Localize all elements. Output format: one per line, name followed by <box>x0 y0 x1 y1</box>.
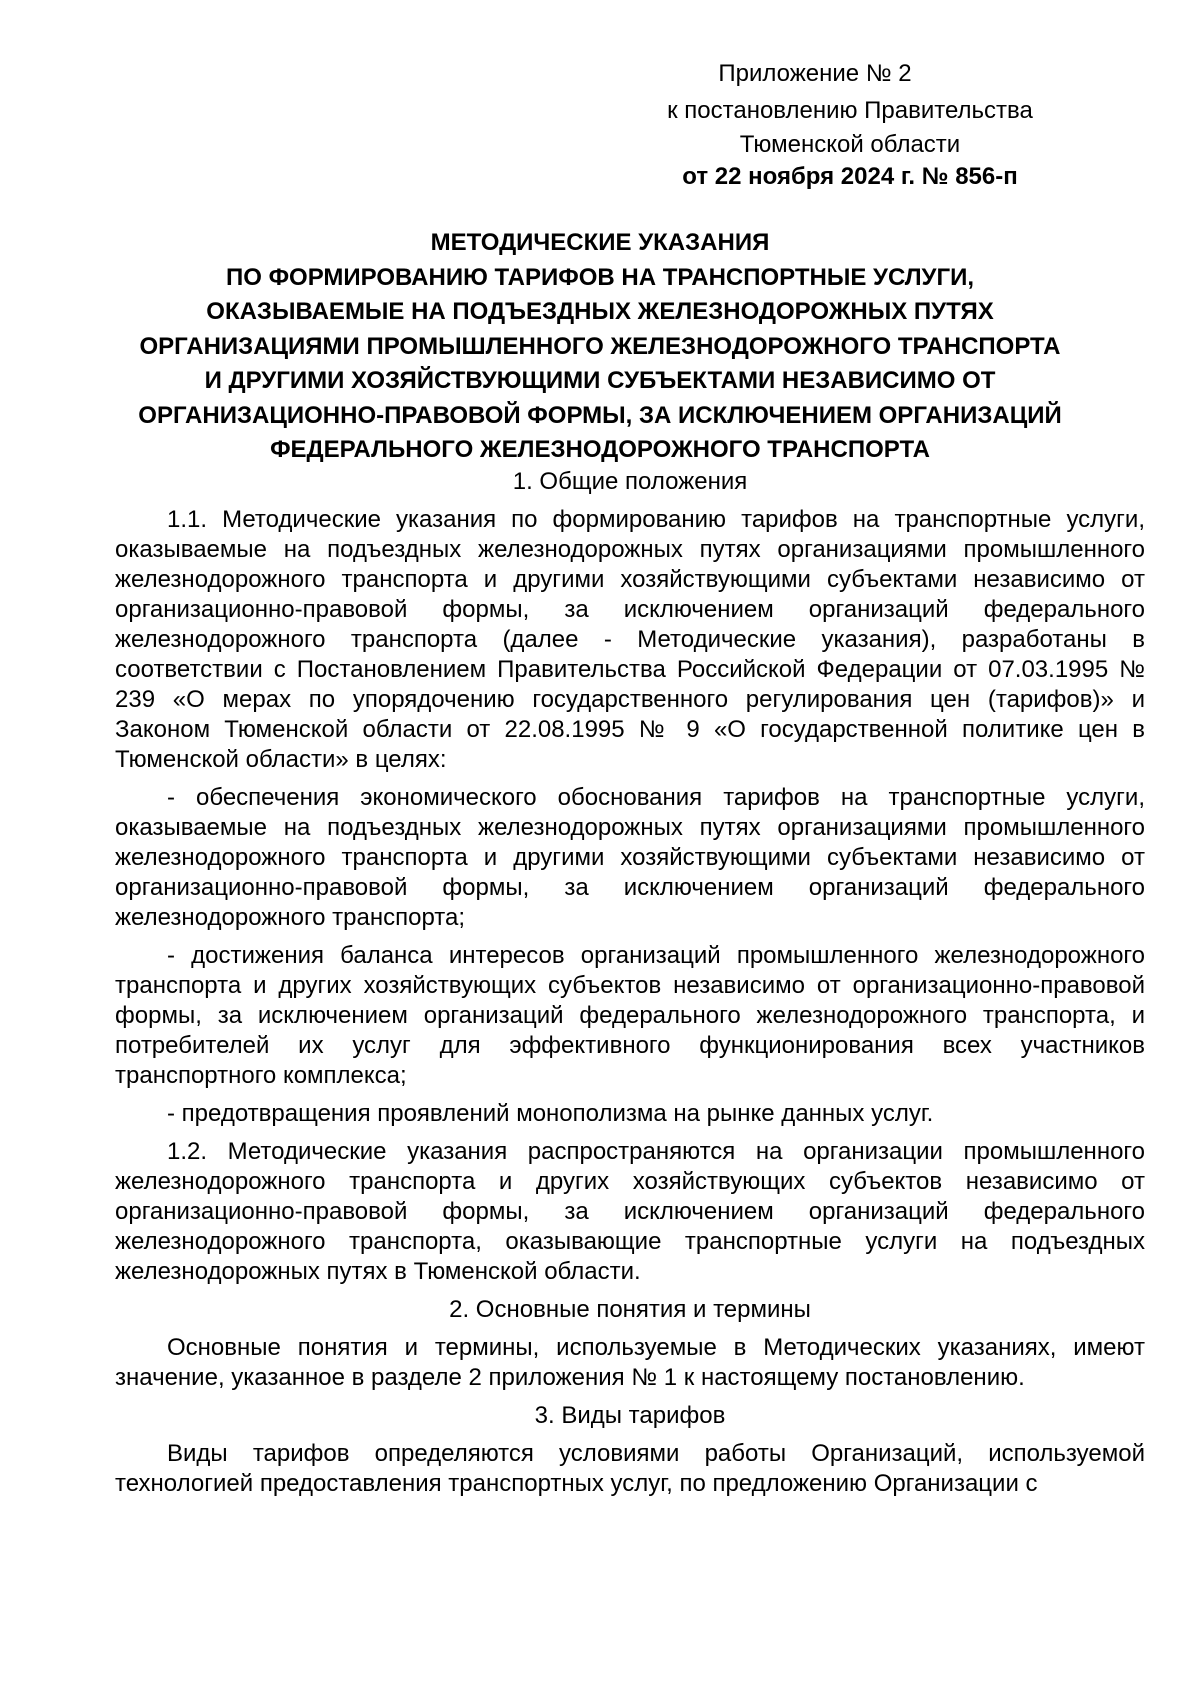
section-heading-general: 1. Общие положения <box>512 468 748 495</box>
title-line: МЕТОДИЧЕСКИЕ УКАЗАНИЯ <box>430 229 770 256</box>
appendix-date: от 22 ноября 2024 г. № 856-п <box>682 163 1018 190</box>
section-heading-terms: 2. Основные понятия и термины <box>449 1296 811 1323</box>
paragraph-goal-monopoly: - предотвращения проявлений монополизма на рынке данных услуг. <box>167 1100 934 1127</box>
appendix-title: Приложение № 2 <box>718 60 912 87</box>
title-line: ОРГАНИЗАЦИОННО-ПРАВОВОЙ ФОРМЫ, ЗА ИСКЛЮЧЕНИЕМ ОРГАНИЗАЦИЙ <box>138 401 1062 429</box>
title-line: ОКАЗЫВАЕМЫЕ НА ПОДЪЕЗДНЫХ ЖЕЛЕЗНОДОРОЖНЫХ ПУТЯХ <box>206 298 994 325</box>
title-line: ПО ФОРМИРОВАНИЮ ТАРИФОВ НА ТРАНСПОРТНЫЕ УСЛУГИ, <box>225 263 974 291</box>
paragraph-goal-economic: - обеспечения экономического обоснования тарифов на транспортные услуги, оказываемые на подъездных железнодорожных путях организациями промышленного железнодорожного транспорта и другими хозяйствующими субъектами независимо от организационно-правовой формы, за исключением организаций федерального железнодорожного транспорта; <box>115 784 1145 931</box>
title-line: ФЕДЕРАЛЬНОГО ЖЕЛЕЗНОДОРОЖНОГО ТРАНСПОРТА <box>270 436 930 463</box>
paragraph-goal-balance: - достижения баланса интересов организаций промышленного железнодорожного транспорта и других хозяйствующих субъектов независимо от организационно-правовой формы, за исключением организаций федерального железнодорожного транспорта, и потребителей их услуг для эффективного функционирования всех участников транспортного комплекса; <box>115 942 1145 1089</box>
document-title <box>60 226 1140 468</box>
section-heading-tariff-types: 3. Виды тарифов <box>534 1402 726 1429</box>
appendix-reference: к постановлению Правительства Тюменской области <box>667 97 1033 158</box>
paragraph-tariff-types: Виды тарифов определяются условиями работы Организаций, используемой технологией предоставления транспортных услуг, по предложению Организации с <box>115 1440 1145 1497</box>
title-line: И ДРУГИМИ ХОЗЯЙСТВУЮЩИМИ СУБЪЕКТАМИ НЕЗАВИСИМО ОТ <box>204 367 996 394</box>
paragraph-1-2: 1.2. Методические указания распространяются на организации промышленного железнодорожного транспорта и других хозяйствующих субъектов независимо от организационно-правовой формы, за исключением организаций федерального железнодорожного транспорта, оказывающие транспортные услуги на подъездных железнодорожных путях в Тюменской области. <box>115 1138 1145 1285</box>
paragraph-1-1: 1.1. Методические указания по формированию тарифов на транспортные услуги, оказываемые на подъездных железнодорожных путях организациями промышленного железнодорожного транспорта и другими хозяйствующими субъектами независимо от организационно-правовой формы, за исключением организаций федерального железнодорожного транспорта (далее - Методические указания), разработаны в соответствии с Постановлением Правительства Российской Федерации от 07.03.1995 № 239 «О мерах по упорядочению государственного регулирования цен (тарифов)» и Законом Тюменской области от 22.08.1995 № 9 «О государственной политике цен в Тюменской области» в целях: <box>115 506 1145 773</box>
title-line: ОРГАНИЗАЦИЯМИ ПРОМЫШЛЕННОГО ЖЕЛЕЗНОДОРОЖНОГО ТРАНСПОРТА <box>139 332 1061 360</box>
paragraph-terms: Основные понятия и термины, используемые в Методических указаниях, имеют значение, указанное в разделе 2 приложения № 1 к настоящему постановлению. <box>115 1334 1145 1391</box>
document-body <box>115 467 1145 1507</box>
